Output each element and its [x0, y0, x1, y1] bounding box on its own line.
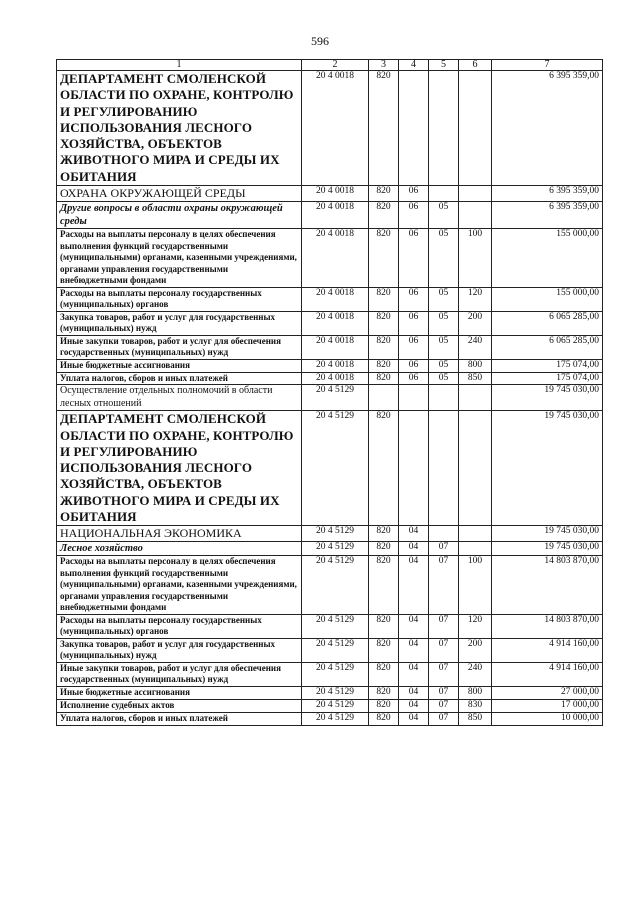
subsection-code: 07 [429, 614, 459, 638]
amount: 17 000,00 [492, 699, 603, 712]
expense-type-code [459, 201, 492, 228]
subsection-code: 05 [429, 229, 459, 288]
section-code: 04 [399, 686, 429, 699]
table-row [57, 526, 603, 542]
target-code: 20 4 5129 [302, 542, 369, 556]
subsection-code: 05 [429, 335, 459, 359]
section-code: 06 [399, 185, 429, 201]
target-code: 20 4 5129 [302, 526, 369, 542]
target-code: 20 4 0018 [302, 287, 369, 311]
admin-code: 820 [369, 614, 399, 638]
table-row [57, 372, 603, 385]
section-code: 06 [399, 287, 429, 311]
column-number-row [57, 60, 603, 71]
expense-type-code [459, 411, 492, 526]
amount: 155 000,00 [492, 287, 603, 311]
table-row [57, 699, 603, 712]
amount: 19 745 030,00 [492, 411, 603, 526]
table-row [57, 662, 603, 686]
amount: 19 745 030,00 [492, 542, 603, 556]
table-row [57, 287, 603, 311]
section-code: 04 [399, 712, 429, 725]
amount: 14 803 870,00 [492, 614, 603, 638]
row-name: Закупка товаров, работ и услуг для государственных (муниципальных) нужд [57, 311, 302, 335]
target-code: 20 4 5129 [302, 638, 369, 662]
section-code: 04 [399, 699, 429, 712]
budget-table [56, 59, 603, 726]
table-row [57, 229, 603, 288]
column-number: 6 [459, 60, 492, 71]
column-number: 5 [429, 60, 459, 71]
subsection-code: 07 [429, 686, 459, 699]
admin-code: 820 [369, 411, 399, 526]
subsection-code: 05 [429, 359, 459, 372]
admin-code: 820 [369, 686, 399, 699]
target-code: 20 4 5129 [302, 712, 369, 725]
table-row [57, 335, 603, 359]
row-name: Расходы на выплаты персоналу в целях обеспечения выполнения функций государственными (муниципальными) органами, казенными учреждениями, органами управления государственными внебюджетными фондами [57, 556, 302, 615]
table-row [57, 542, 603, 556]
amount: 6 065 285,00 [492, 335, 603, 359]
section-code: 06 [399, 372, 429, 385]
row-name: Расходы на выплаты персоналу в целях обеспечения выполнения функций государственными (муниципальными) органами, казенными учреждениями, органами управления государственными внебюджетными фондами [57, 229, 302, 288]
row-name: Иные бюджетные ассигнования [57, 359, 302, 372]
table-row [57, 385, 603, 411]
admin-code [369, 385, 399, 411]
section-code: 06 [399, 311, 429, 335]
target-code: 20 4 0018 [302, 359, 369, 372]
section-code: 06 [399, 201, 429, 228]
admin-code: 820 [369, 638, 399, 662]
expense-type-code [459, 385, 492, 411]
table-row [57, 311, 603, 335]
target-code: 20 4 5129 [302, 411, 369, 526]
target-code: 20 4 0018 [302, 71, 369, 186]
admin-code: 820 [369, 526, 399, 542]
table-row [57, 185, 603, 201]
target-code: 20 4 5129 [302, 556, 369, 615]
subsection-code: 07 [429, 542, 459, 556]
expense-type-code: 200 [459, 311, 492, 335]
subsection-code: 07 [429, 556, 459, 615]
row-name: Уплата налогов, сборов и иных платежей [57, 712, 302, 725]
amount: 4 914 160,00 [492, 638, 603, 662]
amount: 6 395 359,00 [492, 201, 603, 228]
admin-code: 820 [369, 229, 399, 288]
expense-type-code [459, 185, 492, 201]
admin-code: 820 [369, 556, 399, 615]
section-code [399, 71, 429, 186]
table-row [57, 359, 603, 372]
target-code: 20 4 5129 [302, 614, 369, 638]
amount: 6 065 285,00 [492, 311, 603, 335]
subsection-code [429, 411, 459, 526]
column-number: 2 [302, 60, 369, 71]
admin-code: 820 [369, 335, 399, 359]
expense-type-code: 200 [459, 638, 492, 662]
row-name: ОХРАНА ОКРУЖАЮЩЕЙ СРЕДЫ [57, 185, 302, 201]
expense-type-code: 850 [459, 712, 492, 725]
page-number: 596 [311, 34, 329, 48]
amount: 6 395 359,00 [492, 71, 603, 186]
section-code [399, 411, 429, 526]
subsection-code: 07 [429, 662, 459, 686]
subsection-code: 07 [429, 638, 459, 662]
table-row [57, 556, 603, 615]
expense-type-code: 800 [459, 686, 492, 699]
expense-type-code: 830 [459, 699, 492, 712]
subsection-code [429, 185, 459, 201]
expense-type-code: 120 [459, 287, 492, 311]
admin-code: 820 [369, 185, 399, 201]
expense-type-code: 100 [459, 229, 492, 288]
expense-type-code: 850 [459, 372, 492, 385]
amount: 19 745 030,00 [492, 385, 603, 411]
amount: 19 745 030,00 [492, 526, 603, 542]
column-number: 1 [57, 60, 302, 71]
admin-code: 820 [369, 359, 399, 372]
section-code: 06 [399, 229, 429, 288]
subsection-code: 07 [429, 699, 459, 712]
row-name: Исполнение судебных актов [57, 699, 302, 712]
row-name: НАЦИОНАЛЬНАЯ ЭКОНОМИКА [57, 526, 302, 542]
target-code: 20 4 0018 [302, 185, 369, 201]
section-code [399, 385, 429, 411]
expense-type-code: 100 [459, 556, 492, 615]
row-name: ДЕПАРТАМЕНТ СМОЛЕНСКОЙ ОБЛАСТИ ПО ОХРАНЕ, КОНТРОЛЮ И РЕГУЛИРОВАНИЮ ИСПОЛЬЗОВАНИЯ ЛЕСНОГО ХОЗЯЙСТВА, ОБЪЕКТОВ ЖИВОТНОГО МИРА И СРЕДЫ ИХ ОБИТАНИЯ [57, 71, 302, 186]
subsection-code: 07 [429, 712, 459, 725]
table-row [57, 71, 603, 186]
section-code: 04 [399, 556, 429, 615]
amount: 14 803 870,00 [492, 556, 603, 615]
row-name: Иные бюджетные ассигнования [57, 686, 302, 699]
admin-code: 820 [369, 311, 399, 335]
column-number: 7 [492, 60, 603, 71]
expense-type-code: 800 [459, 359, 492, 372]
expense-type-code: 120 [459, 614, 492, 638]
column-number: 4 [399, 60, 429, 71]
section-code: 06 [399, 359, 429, 372]
section-code: 04 [399, 614, 429, 638]
row-name: Лесное хозяйство [57, 542, 302, 556]
admin-code: 820 [369, 287, 399, 311]
target-code: 20 4 0018 [302, 201, 369, 228]
row-name: ДЕПАРТАМЕНТ СМОЛЕНСКОЙ ОБЛАСТИ ПО ОХРАНЕ, КОНТРОЛЮ И РЕГУЛИРОВАНИЮ ИСПОЛЬЗОВАНИЯ ЛЕСНОГО ХОЗЯЙСТВА, ОБЪЕКТОВ ЖИВОТНОГО МИРА И СРЕДЫ ИХ ОБИТАНИЯ [57, 411, 302, 526]
column-number: 3 [369, 60, 399, 71]
section-code: 06 [399, 335, 429, 359]
table-row [57, 686, 603, 699]
section-code: 04 [399, 526, 429, 542]
row-name: Другие вопросы в области охраны окружающей среды [57, 201, 302, 228]
target-code: 20 4 5129 [302, 662, 369, 686]
subsection-code [429, 526, 459, 542]
expense-type-code [459, 542, 492, 556]
row-name: Расходы на выплаты персоналу государственных (муниципальных) органов [57, 287, 302, 311]
subsection-code: 05 [429, 372, 459, 385]
amount: 4 914 160,00 [492, 662, 603, 686]
subsection-code [429, 385, 459, 411]
section-code: 04 [399, 662, 429, 686]
admin-code: 820 [369, 699, 399, 712]
subsection-code [429, 71, 459, 186]
expense-type-code [459, 71, 492, 186]
section-code: 04 [399, 638, 429, 662]
admin-code: 820 [369, 542, 399, 556]
amount: 155 000,00 [492, 229, 603, 288]
row-name: Иные закупки товаров, работ и услуг для обеспечения государственных (муниципальных) нужд [57, 662, 302, 686]
expense-type-code: 240 [459, 335, 492, 359]
admin-code: 820 [369, 71, 399, 186]
table-row [57, 201, 603, 228]
table-row [57, 614, 603, 638]
amount: 175 074,00 [492, 372, 603, 385]
target-code: 20 4 5129 [302, 385, 369, 411]
table-body [57, 60, 603, 726]
expense-type-code: 240 [459, 662, 492, 686]
subsection-code: 05 [429, 201, 459, 228]
subsection-code: 05 [429, 311, 459, 335]
amount: 6 395 359,00 [492, 185, 603, 201]
row-name: Осуществление отдельных полномочий в области лесных отношений [57, 385, 302, 411]
target-code: 20 4 0018 [302, 229, 369, 288]
target-code: 20 4 5129 [302, 686, 369, 699]
row-name: Расходы на выплаты персоналу государственных (муниципальных) органов [57, 614, 302, 638]
subsection-code: 05 [429, 287, 459, 311]
section-code: 04 [399, 542, 429, 556]
table-row [57, 712, 603, 725]
target-code: 20 4 5129 [302, 699, 369, 712]
admin-code: 820 [369, 712, 399, 725]
target-code: 20 4 0018 [302, 311, 369, 335]
admin-code: 820 [369, 201, 399, 228]
amount: 27 000,00 [492, 686, 603, 699]
admin-code: 820 [369, 372, 399, 385]
admin-code: 820 [369, 662, 399, 686]
amount: 175 074,00 [492, 359, 603, 372]
expense-type-code [459, 526, 492, 542]
amount: 10 000,00 [492, 712, 603, 725]
row-name: Закупка товаров, работ и услуг для государственных (муниципальных) нужд [57, 638, 302, 662]
target-code: 20 4 0018 [302, 372, 369, 385]
target-code: 20 4 0018 [302, 335, 369, 359]
table-row [57, 411, 603, 526]
row-name: Иные закупки товаров, работ и услуг для обеспечения государственных (муниципальных) нужд [57, 335, 302, 359]
table-row [57, 638, 603, 662]
row-name: Уплата налогов, сборов и иных платежей [57, 372, 302, 385]
